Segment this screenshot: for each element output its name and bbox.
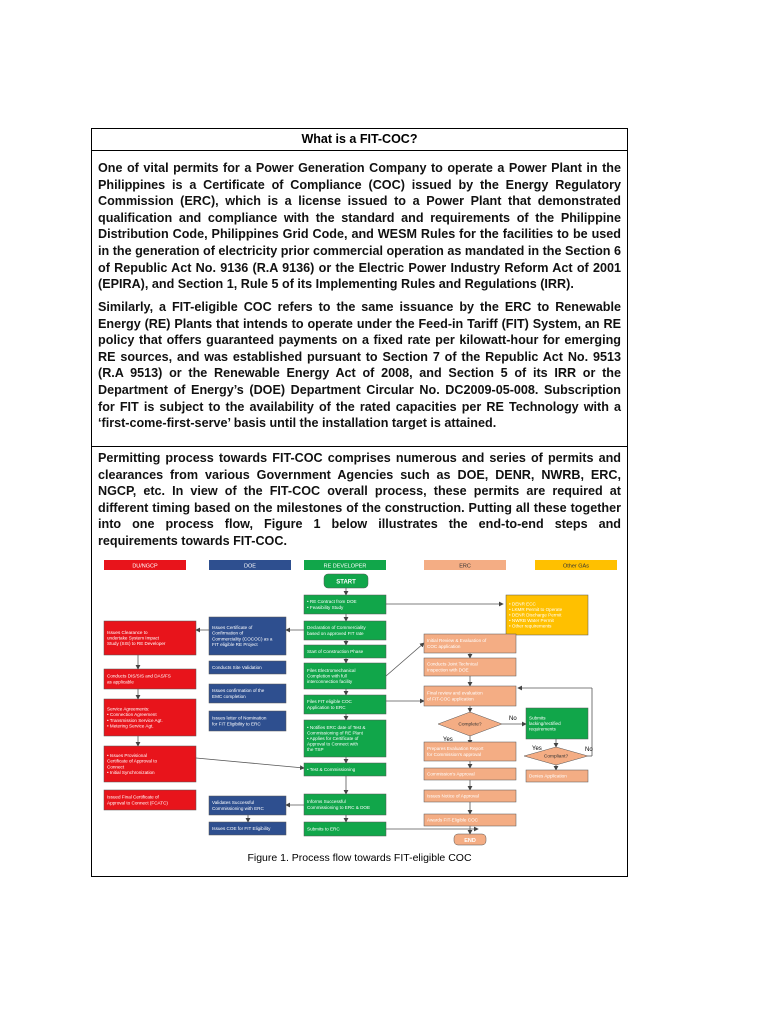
flow-node-erc_8 <box>424 814 516 826</box>
flow-node-text: Awards FIT-Eligible COC <box>427 817 478 823</box>
flow-end <box>454 834 486 845</box>
flow-node-text: • Connection Agreement <box>107 712 157 718</box>
flow-node-erc_5 <box>424 742 516 761</box>
flow-node-text: interconnection facility <box>307 679 353 685</box>
flow-node-text: Issues Notice of Approval <box>427 793 479 799</box>
flow-start-label: START <box>336 579 356 586</box>
no-label-compliant: No <box>585 747 593 753</box>
process-cell <box>92 447 627 877</box>
flow-node-text: Issues letter of Nomination <box>212 715 267 721</box>
flow-start <box>324 574 368 588</box>
flow-node-text: as applicable <box>107 679 134 685</box>
flow-node-text: • Notifies ERC date of Test & <box>307 724 366 730</box>
paragraph-fit-coc: Similarly, a FIT-eligible COC refers to the same issuance by the ERC to Renewable Energy (RE) Plants that intends to operate under the Feed-in Tariff (FIT) System, an RE policy that offers guaranteed payments on a fixed rate per kilowatt-hour for emerging RE sources, and was established pursuant to Section 7 of the Republic Act No. 9513 (R.A 9513) or the Renewable Energy Act of 2008, and Section 5 of its IRR or the Department of Energy’s (DOE) Department Circular No. DC2009-05-008. Subscription for FIT is subject to the availability of the rated capacities per RE Technology with a ‘first-come-first-serve’ basis until the installation target is attained. <box>98 300 621 431</box>
flow-node-text: Service Agreements: <box>107 706 150 712</box>
lane-header-label: RE DEVELOPER <box>323 563 367 570</box>
flow-node-text: based on approved FIT rate <box>307 630 364 636</box>
flow-node-text: Declaration of Commerciality <box>307 625 366 631</box>
flow-node-du_3 <box>104 699 196 736</box>
flow-node-text: Commissioning with ERC <box>212 805 264 811</box>
flow-node-dev_9 <box>304 822 386 836</box>
flow-node-text: • Applies for Certificate of <box>307 736 359 741</box>
flow-node-dev_1 <box>304 595 386 614</box>
lane-header-label: ERC <box>459 563 471 570</box>
flow-node-text: Issued Final Certificate of <box>107 794 159 800</box>
flow-node-text: Commissioning to ERC & DOE <box>307 804 371 810</box>
flow-node-text: Conducts Joint Technical <box>427 661 478 667</box>
flow-node-text: • DENR Discharge Permit <box>509 612 562 618</box>
flow-node-text: for FIT Eligibility to ERC <box>212 721 261 727</box>
flow-node-text: Application to ERC <box>307 704 346 710</box>
flow-node-text: COC application <box>427 643 461 649</box>
yes-label: Yes <box>443 737 453 743</box>
flow-node-text: of FIT-COC application <box>427 696 474 702</box>
flow-node-ga_1 <box>506 595 588 635</box>
flow-node-text: • DENR ECC <box>509 601 536 607</box>
flow-node-text: • Other requirements <box>509 623 552 629</box>
flow-end-label: END <box>464 837 476 844</box>
flow-node-text: • Issues Provisional <box>107 753 147 759</box>
flow-node-text: Approval to Connect (FCATC) <box>107 800 168 806</box>
process-flowchart <box>98 558 621 848</box>
flow-node-dev_6 <box>304 720 386 757</box>
flow-decision-text: Complete? <box>458 722 482 728</box>
flow-node-text: Conducts Site Validation <box>212 665 262 670</box>
flow-node-dev_7 <box>304 763 386 776</box>
flow-node-text: Issues Clearance to <box>107 629 148 635</box>
flow-node-doe_5 <box>209 796 286 815</box>
flow-node-dev_2 <box>304 621 386 640</box>
flow-node-erc_6 <box>424 768 516 780</box>
yes-label-compliant: Yes <box>532 746 542 752</box>
flow-node-dev_10 <box>526 708 588 739</box>
flow-node-text: Certificate of Approval to <box>107 758 158 764</box>
flow-node-text: • LKMR Permit to Operate <box>509 606 563 612</box>
flow-node-text: • Feasibility Study <box>307 604 344 610</box>
flow-node-text: Completion with full <box>307 673 347 679</box>
flow-node-text: Issues confirmation of the <box>212 688 265 694</box>
flow-node-doe_1 <box>209 617 286 655</box>
flow-node-text: Commission's Approval <box>427 771 475 777</box>
definition-cell <box>92 151 627 447</box>
figure-caption: Figure 1. Process flow towards FIT-eligible COC <box>247 852 472 864</box>
flow-node-text: undertake System Impact <box>107 635 160 641</box>
flow-node-text: Commerciality (COCOC) as a <box>212 636 273 642</box>
flow-node-text: requirements <box>529 726 556 732</box>
flow-node-text: Files Electromechanical <box>307 667 356 673</box>
lane-header-label: DU/NGCP <box>132 563 158 570</box>
flow-node-doe_4 <box>209 711 286 731</box>
flow-node-text: Issues Certificate of <box>212 625 253 631</box>
flow-node-du_5 <box>104 790 196 810</box>
flow-node-text: Files FIT eligible COC <box>307 699 352 705</box>
flow-node-text: Start of Construction Phase <box>307 649 364 654</box>
flow-decision-text: Compliant? <box>543 754 569 760</box>
lane-headers <box>104 560 617 570</box>
flow-node-text: Issues COE for FIT Eligibility <box>212 826 271 831</box>
lane-header-label: DOE <box>244 563 256 570</box>
flow-node-text: Prepares Evaluation Report <box>427 746 484 752</box>
flow-node-text: the TSP <box>307 747 324 753</box>
flow-node-text: • Initial Synchronization <box>107 769 155 775</box>
flow-node-text: Connect <box>107 764 125 770</box>
flow-node-text: • Metering Service Agt. <box>107 723 154 729</box>
flow-node-text: • NWRB Water Permit <box>509 618 554 624</box>
flow-node-text: Informs Successful <box>307 799 346 805</box>
flow-node-erc_1 <box>424 634 516 653</box>
flow-node-du_2 <box>104 669 196 689</box>
flow-node-du_1 <box>104 621 196 655</box>
flow-node-text: EMC completion <box>212 693 246 699</box>
flow-node-text: • Test & Commissioning <box>307 767 356 772</box>
flow-node-erc_10 <box>526 770 588 782</box>
table-title: What is a FIT-COC? <box>92 129 627 151</box>
flow-node-text: • Transmission Service Agt. <box>107 717 163 723</box>
flow-node-erc_2 <box>424 658 516 676</box>
flow-node-text: for Commission's approval <box>427 751 481 757</box>
paragraph-permitting: Permitting process towards FIT-COC comprises numerous and series of permits and clearances from various Government Agencies such as DOE, DENR, NWRB, ERC, NGCP, etc. In view of the FIT-COC overall process, these permits are required at different timing based on the milestones of the construction. Putting all these together into one process flow, Figure 1 below illustrates the end-to-end steps and requirements towards FIT-COC. <box>98 451 621 548</box>
flow-node-text: Confirmation of <box>212 630 244 636</box>
flow-node-text: Denies Application <box>529 773 567 779</box>
flow-node-text: Inspection with DOE <box>427 667 469 673</box>
flow-node-doe_3 <box>209 684 286 703</box>
flow-node-erc_7 <box>424 790 516 802</box>
flow-node-du_4 <box>104 746 196 782</box>
flow-node-dev_5 <box>304 695 386 714</box>
flow-node-text: • RE Contract from DOE <box>307 599 357 605</box>
no-label: No <box>509 716 517 722</box>
flow-node-dev_4 <box>304 663 386 689</box>
document-table <box>91 128 628 877</box>
flow-node-erc_3 <box>424 686 516 706</box>
flow-node-text: Study (SIS) to RE Developer <box>107 641 166 647</box>
flow-node-text: FIT eligible RE Project <box>212 641 258 647</box>
flow-node-text: Approval to Connect with <box>307 741 359 747</box>
flow-node-text: Validates Successful <box>212 800 255 806</box>
paragraph-coc: One of vital permits for a Power Generation Company to operate a Power Plant in the Philippines is a Certificate of Compliance (COC) issued by the Energy Regulatory Commission (ERC), which is a license issued to a Power Plant that demonstrated qualification and compliance with the standard and requirements of the Philippine Distribution Code, Philippines Grid Code, and WESM Rules for the facilities to be used in the generation of electricity prior commercial operation as mandated in the Section 6 of Republic Act No. 9136 (R.A 9136) or the Electric Power Industry Reform Act of 2001 (EPIRA), and Section 1, Rule 5 of its Implementing Rules and Regulations (IRR). <box>98 161 621 292</box>
flow-node-dev_8 <box>304 794 386 815</box>
flow-node-doe_6 <box>209 822 286 835</box>
flow-node-doe_2 <box>209 661 286 674</box>
lane-header-label: Other GAs <box>563 563 589 570</box>
flow-node-text: Submits to ERC <box>307 826 340 832</box>
flow-node-text: Conducts DIS/SIS and DAS/FS <box>107 673 171 679</box>
flow-node-dev_3 <box>304 645 386 658</box>
flow-node-text: Final review and evaluation <box>427 690 483 696</box>
flow-node-text: lacking/rectified <box>529 721 561 726</box>
flow-node-text: Initial Review & Evaluation of <box>427 638 487 644</box>
flow-node-text: Commissioning of RE Plant <box>307 730 363 736</box>
flow-node-text: Submits <box>529 715 546 721</box>
